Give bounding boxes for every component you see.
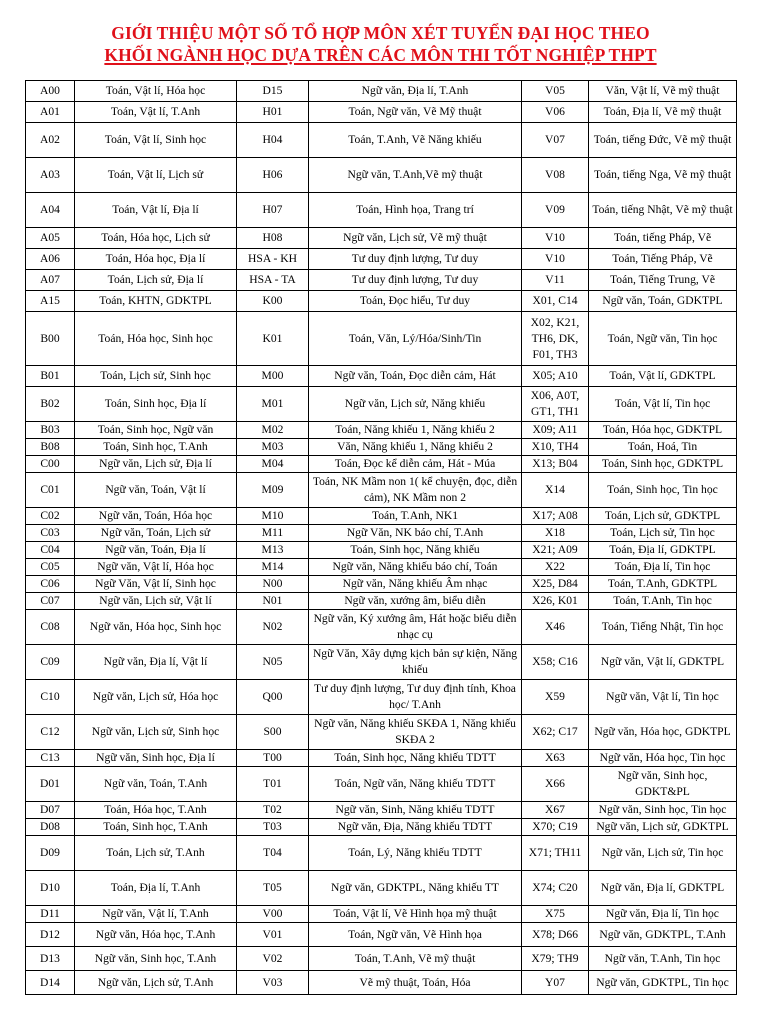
subjects-1-cell: Ngữ văn, Toán, Vật lí [75,473,237,508]
subjects-1-cell: Toán, Địa lí, T.Anh [75,871,237,906]
group-code-2-cell: V00 [237,906,309,923]
group-code-1-cell: C12 [26,715,75,750]
group-code-1-cell: A02 [26,123,75,158]
combination-table [25,80,737,995]
group-code-3-cell: X01, C14 [522,291,589,312]
subjects-1-cell: Toán, Lịch sử, Sinh học [75,366,237,387]
subjects-3-cell: Toán, Địa lí, Vẽ mỹ thuật [589,102,737,123]
group-code-3-cell: V10 [522,228,589,249]
subjects-1-cell: Ngữ văn, Hóa học, Sinh học [75,610,237,645]
group-code-2-cell: V01 [237,923,309,947]
subjects-3-cell: Toán, tiếng Nhật, Vẽ mỹ thuật [589,193,737,228]
subjects-2-cell: Toán, Đọc hiểu, Tư duy [309,291,522,312]
subjects-3-cell: Toán, Địa lí, GDKTPL [589,542,737,559]
group-code-2-cell: K00 [237,291,309,312]
subjects-1-cell: Toán, Vật lí, Hóa học [75,81,237,102]
group-code-1-cell: A01 [26,102,75,123]
group-code-2-cell: T01 [237,767,309,802]
subjects-2-cell: Ngữ văn, T.Anh,Vẽ mỹ thuật [309,158,522,193]
subjects-3-cell: Toán, Lịch sử, Tin học [589,525,737,542]
table-body [26,81,737,995]
table-row [26,750,737,767]
subjects-3-cell: Toán, Tiếng Trung, Vẽ [589,270,737,291]
subjects-1-cell: Toán, Vật lí, T.Anh [75,102,237,123]
group-code-3-cell: V07 [522,123,589,158]
subjects-1-cell: Ngữ văn, Sinh học, T.Anh [75,947,237,971]
subjects-1-cell: Toán, Vật lí, Sinh học [75,123,237,158]
group-code-3-cell: X05; A10 [522,366,589,387]
group-code-3-cell: X14 [522,473,589,508]
subjects-2-cell: Ngữ văn, Lịch sử, Vẽ mỹ thuật [309,228,522,249]
table-row [26,123,737,158]
subjects-2-cell: Toán, T.Anh, NK1 [309,508,522,525]
table-row [26,542,737,559]
subjects-2-cell: Ngữ văn, Sinh, Năng khiếu TDTT [309,802,522,819]
subjects-3-cell: Ngữ văn, Vật lí, GDKTPL [589,645,737,680]
table-row [26,249,737,270]
group-code-1-cell: B00 [26,312,75,366]
subjects-3-cell: Ngữ văn, Vật lí, Tin học [589,680,737,715]
subjects-1-cell: Toán, Sinh học, Địa lí [75,387,237,422]
group-code-3-cell: X21; A09 [522,542,589,559]
table-row [26,102,737,123]
group-code-3-cell: X26, K01 [522,593,589,610]
group-code-2-cell: HSA - KH [237,249,309,270]
group-code-2-cell: M10 [237,508,309,525]
table-row [26,291,737,312]
subjects-1-cell: Toán, Sinh học, T.Anh [75,819,237,836]
subjects-3-cell: Ngữ văn, Lịch sử, Tin học [589,836,737,871]
subjects-3-cell: Ngữ văn, Địa lí, GDKTPL [589,871,737,906]
subjects-2-cell: Toán, Ngữ văn, Vẽ Hình họa [309,923,522,947]
group-code-2-cell: N01 [237,593,309,610]
subjects-2-cell: Toán, Vật lí, Vẽ Hình họa mỹ thuật [309,906,522,923]
subjects-2-cell: Tư duy định lượng, Tư duy [309,249,522,270]
subjects-3-cell: Toán, Sinh học, GDKTPL [589,456,737,473]
table-row [26,767,737,802]
table-row [26,715,737,750]
group-code-1-cell: C02 [26,508,75,525]
table-row [26,645,737,680]
subjects-2-cell: Vẽ mỹ thuật, Toán, Hóa [309,971,522,995]
subjects-1-cell: Ngữ văn, Toán, Địa lí [75,542,237,559]
subjects-1-cell: Ngữ văn, Toán, T.Anh [75,767,237,802]
subjects-1-cell: Ngữ văn, Toán, Lịch sử [75,525,237,542]
group-code-2-cell: N05 [237,645,309,680]
group-code-1-cell: D08 [26,819,75,836]
group-code-2-cell: S00 [237,715,309,750]
group-code-2-cell: T00 [237,750,309,767]
group-code-3-cell: X06, A0T, GT1, TH1 [522,387,589,422]
group-code-2-cell: T04 [237,836,309,871]
subjects-3-cell: Ngữ văn, Sinh học, GDKT&PL [589,767,737,802]
subjects-2-cell: Tư duy định lượng, Tư duy [309,270,522,291]
subjects-2-cell: Toán, Sinh học, Năng khiếu [309,542,522,559]
group-code-3-cell: X09; A11 [522,422,589,439]
subjects-1-cell: Toán, Sinh học, Ngữ văn [75,422,237,439]
group-code-2-cell: M00 [237,366,309,387]
subjects-2-cell: Ngữ Văn, NK báo chí, T.Anh [309,525,522,542]
title-line-2: KHỐI NGÀNH HỌC DỰA TRÊN CÁC MÔN THI TỐT NGHIỆP THPT [104,45,657,65]
subjects-1-cell: Ngữ văn, Lịch sử, Sinh học [75,715,237,750]
subjects-2-cell: Toán, T.Anh, Vẽ Năng khiếu [309,123,522,158]
table-row [26,158,737,193]
subjects-1-cell: Ngữ văn, Sinh học, Địa lí [75,750,237,767]
subjects-2-cell: Văn, Năng khiếu 1, Năng khiếu 2 [309,439,522,456]
subjects-2-cell: Toán, Văn, Lý/Hóa/Sinh/Tin [309,312,522,366]
subjects-1-cell: Toán, Vật lí, Lịch sử [75,158,237,193]
group-code-3-cell: X58; C16 [522,645,589,680]
group-code-2-cell: M03 [237,439,309,456]
subjects-2-cell: Ngữ văn, Năng khiếu Âm nhạc [309,576,522,593]
subjects-1-cell: Ngữ văn, Lịch sử, Hóa học [75,680,237,715]
subjects-1-cell: Ngữ văn, Địa lí, Vật lí [75,645,237,680]
subjects-2-cell: Toán, Năng khiếu 1, Năng khiếu 2 [309,422,522,439]
subjects-3-cell: Toán, T.Anh, Tin học [589,593,737,610]
table-row [26,802,737,819]
group-code-2-cell: H01 [237,102,309,123]
table-row [26,422,737,439]
group-code-2-cell: N02 [237,610,309,645]
group-code-1-cell: C05 [26,559,75,576]
subjects-1-cell: Toán, Sinh học, T.Anh [75,439,237,456]
group-code-3-cell: X79; TH9 [522,947,589,971]
table-row [26,871,737,906]
table-row [26,312,737,366]
subjects-2-cell: Toán, Sinh học, Năng khiếu TDTT [309,750,522,767]
group-code-1-cell: B08 [26,439,75,456]
group-code-1-cell: D10 [26,871,75,906]
group-code-2-cell: M01 [237,387,309,422]
subjects-1-cell: Ngữ văn, Vật lí, T.Anh [75,906,237,923]
subjects-3-cell: Toán, Vật lí, Tin học [589,387,737,422]
group-code-1-cell: C07 [26,593,75,610]
group-code-1-cell: C04 [26,542,75,559]
table-row [26,525,737,542]
group-code-3-cell: V09 [522,193,589,228]
subjects-1-cell: Ngữ Văn, Vật lí, Sinh học [75,576,237,593]
group-code-2-cell: D15 [237,81,309,102]
subjects-3-cell: Toán, Hoá, Tin [589,439,737,456]
group-code-3-cell: X62; C17 [522,715,589,750]
group-code-1-cell: D07 [26,802,75,819]
group-code-2-cell: H06 [237,158,309,193]
group-code-1-cell: D01 [26,767,75,802]
subjects-3-cell: Toán, Vật lí, GDKTPL [589,366,737,387]
group-code-3-cell: X13; B04 [522,456,589,473]
subjects-3-cell: Toán, Lịch sử, GDKTPL [589,508,737,525]
group-code-1-cell: C10 [26,680,75,715]
subjects-2-cell: Ngữ văn, Địa lí, T.Anh [309,81,522,102]
group-code-2-cell: HSA - TA [237,270,309,291]
subjects-3-cell: Toán, Ngữ văn, Tin học [589,312,737,366]
group-code-3-cell: X66 [522,767,589,802]
subjects-2-cell: Toán, T.Anh, Vẽ mỹ thuật [309,947,522,971]
group-code-3-cell: X17; A08 [522,508,589,525]
group-code-3-cell: V08 [522,158,589,193]
table-row [26,559,737,576]
table-row [26,680,737,715]
table-row [26,576,737,593]
subjects-3-cell: Toán, tiếng Nga, Vẽ mỹ thuật [589,158,737,193]
title-line-1: GIỚI THIỆU MỘT SỐ TỔ HỢP MÔN XÉT TUYỂN ĐẠI HỌC THEO [111,23,650,43]
group-code-2-cell: T02 [237,802,309,819]
table-row [26,456,737,473]
table-row [26,906,737,923]
subjects-3-cell: Văn, Vật lí, Vẽ mỹ thuật [589,81,737,102]
subjects-2-cell: Toán, Ngữ văn, Vẽ Mỹ thuật [309,102,522,123]
group-code-3-cell: V06 [522,102,589,123]
subjects-2-cell: Ngữ văn, GDKTPL, Năng khiếu TT [309,871,522,906]
subjects-3-cell: Ngữ văn, GDKTPL, T.Anh [589,923,737,947]
group-code-3-cell: V11 [522,270,589,291]
group-code-1-cell: C03 [26,525,75,542]
subjects-1-cell: Toán, KHTN, GDKTPL [75,291,237,312]
group-code-1-cell: C00 [26,456,75,473]
group-code-3-cell: X74; C20 [522,871,589,906]
subjects-1-cell: Ngữ văn, Hóa học, T.Anh [75,923,237,947]
table-row [26,923,737,947]
group-code-1-cell: C09 [26,645,75,680]
subjects-3-cell: Toán, Tiếng Pháp, Vẽ [589,249,737,270]
group-code-3-cell: Y07 [522,971,589,995]
subjects-2-cell: Ngữ văn, Lịch sử, Năng khiếu [309,387,522,422]
subjects-3-cell: Ngữ văn, T.Anh, Tin học [589,947,737,971]
group-code-2-cell: T05 [237,871,309,906]
group-code-3-cell: X18 [522,525,589,542]
subjects-1-cell: Toán, Lịch sử, Địa lí [75,270,237,291]
group-code-3-cell: X10, TH4 [522,439,589,456]
group-code-1-cell: D11 [26,906,75,923]
subjects-2-cell: Toán, NK Mầm non 1( kể chuyện, đọc, diễn cảm), NK Mầm non 2 [309,473,522,508]
group-code-3-cell: X63 [522,750,589,767]
group-code-2-cell: M04 [237,456,309,473]
subjects-3-cell: Ngữ văn, GDKTPL, Tin học [589,971,737,995]
subjects-3-cell: Ngữ văn, Sinh học, Tin học [589,802,737,819]
group-code-2-cell: K01 [237,312,309,366]
subjects-2-cell: Ngữ văn, Năng khiếu SKĐA 1, Năng khiếu SKĐA 2 [309,715,522,750]
table-row [26,593,737,610]
table-row [26,508,737,525]
subjects-2-cell: Toán, Hình họa, Trang trí [309,193,522,228]
subjects-1-cell: Toán, Hóa học, Sinh học [75,312,237,366]
group-code-1-cell: A15 [26,291,75,312]
subjects-1-cell: Toán, Hóa học, Địa lí [75,249,237,270]
subjects-2-cell: Ngữ văn, Địa, Năng khiếu TDTT [309,819,522,836]
group-code-3-cell: V05 [522,81,589,102]
subjects-3-cell: Toán, Tiếng Nhật, Tin học [589,610,737,645]
subjects-1-cell: Ngữ văn, Lịch sử, Vật lí [75,593,237,610]
table-row [26,193,737,228]
subjects-2-cell: Ngữ Văn, Xây dựng kịch bản sự kiện, Năng khiếu [309,645,522,680]
subjects-1-cell: Ngữ văn, Lịch sử, T.Anh [75,971,237,995]
subjects-2-cell: Tư duy định lượng, Tư duy định tính, Khoa học/ T.Anh [309,680,522,715]
subjects-3-cell: Toán, tiếng Đức, Vẽ mỹ thuật [589,123,737,158]
subjects-3-cell: Ngữ văn, Lịch sử, GDKTPL [589,819,737,836]
group-code-2-cell: M11 [237,525,309,542]
group-code-1-cell: D12 [26,923,75,947]
subjects-1-cell: Toán, Vật lí, Địa lí [75,193,237,228]
subjects-1-cell: Ngữ văn, Lịch sử, Địa lí [75,456,237,473]
subjects-1-cell: Toán, Hóa học, T.Anh [75,802,237,819]
subjects-1-cell: Toán, Lịch sử, T.Anh [75,836,237,871]
group-code-1-cell: B03 [26,422,75,439]
group-code-3-cell: X67 [522,802,589,819]
group-code-2-cell: T03 [237,819,309,836]
subjects-2-cell: Toán, Đọc kể diễn cảm, Hát - Múa [309,456,522,473]
group-code-1-cell: C01 [26,473,75,508]
table-row [26,81,737,102]
table-row [26,971,737,995]
group-code-1-cell: A03 [26,158,75,193]
subjects-3-cell: Ngữ văn, Toán, GDKTPL [589,291,737,312]
group-code-2-cell: V03 [237,971,309,995]
group-code-2-cell: Q00 [237,680,309,715]
subjects-3-cell: Ngữ văn, Hóa học, GDKTPL [589,715,737,750]
table-row [26,819,737,836]
group-code-2-cell: H04 [237,123,309,158]
subjects-3-cell: Toán, Địa lí, Tin học [589,559,737,576]
subjects-2-cell: Ngữ văn, Toán, Đọc diễn cảm, Hát [309,366,522,387]
group-code-3-cell: X59 [522,680,589,715]
subjects-1-cell: Toán, Hóa học, Lịch sử [75,228,237,249]
subjects-2-cell: Ngữ văn, Năng khiếu báo chí, Toán [309,559,522,576]
group-code-2-cell: M14 [237,559,309,576]
group-code-2-cell: N00 [237,576,309,593]
group-code-3-cell: X02, K21, TH6, DK, F01, TH3 [522,312,589,366]
table-row [26,473,737,508]
subjects-3-cell: Toán, Hóa học, GDKTPL [589,422,737,439]
subjects-3-cell: Toán, Sinh học, Tin học [589,473,737,508]
group-code-1-cell: A04 [26,193,75,228]
group-code-2-cell: M13 [237,542,309,559]
group-code-1-cell: D14 [26,971,75,995]
document-title [0,0,761,66]
group-code-1-cell: A06 [26,249,75,270]
group-code-3-cell: X46 [522,610,589,645]
group-code-1-cell: B02 [26,387,75,422]
group-code-3-cell: X75 [522,906,589,923]
subjects-2-cell: Ngữ văn, Ký xướng âm, Hát hoặc biểu diễn nhạc cụ [309,610,522,645]
table-row [26,610,737,645]
subjects-3-cell: Toán, tiếng Pháp, Vẽ [589,228,737,249]
group-code-1-cell: D09 [26,836,75,871]
group-code-1-cell: C13 [26,750,75,767]
group-code-3-cell: X71; TH11 [522,836,589,871]
table-row [26,836,737,871]
group-code-2-cell: H08 [237,228,309,249]
group-code-3-cell: X22 [522,559,589,576]
table-row [26,270,737,291]
table-row [26,439,737,456]
table-row [26,387,737,422]
subjects-2-cell: Toán, Lý, Năng khiếu TDTT [309,836,522,871]
table-row [26,947,737,971]
group-code-3-cell: X78; D66 [522,923,589,947]
group-code-3-cell: V10 [522,249,589,270]
group-code-2-cell: M02 [237,422,309,439]
subjects-1-cell: Ngữ văn, Toán, Hóa học [75,508,237,525]
subjects-2-cell: Ngữ văn, xướng âm, biểu diễn [309,593,522,610]
group-code-2-cell: H07 [237,193,309,228]
group-code-1-cell: A05 [26,228,75,249]
table-row [26,366,737,387]
group-code-1-cell: D13 [26,947,75,971]
group-code-1-cell: A07 [26,270,75,291]
group-code-1-cell: C06 [26,576,75,593]
table-row [26,228,737,249]
group-code-1-cell: C08 [26,610,75,645]
subjects-3-cell: Ngữ văn, Địa lí, Tin học [589,906,737,923]
subjects-1-cell: Ngữ văn, Vật lí, Hóa học [75,559,237,576]
group-code-1-cell: A00 [26,81,75,102]
group-code-2-cell: V02 [237,947,309,971]
subjects-3-cell: Ngữ văn, Hóa học, Tin học [589,750,737,767]
group-code-2-cell: M09 [237,473,309,508]
subjects-2-cell: Toán, Ngữ văn, Năng khiếu TDTT [309,767,522,802]
group-code-1-cell: B01 [26,366,75,387]
group-code-3-cell: X25, D84 [522,576,589,593]
group-code-3-cell: X70; C19 [522,819,589,836]
subjects-3-cell: Toán, T.Anh, GDKTPL [589,576,737,593]
